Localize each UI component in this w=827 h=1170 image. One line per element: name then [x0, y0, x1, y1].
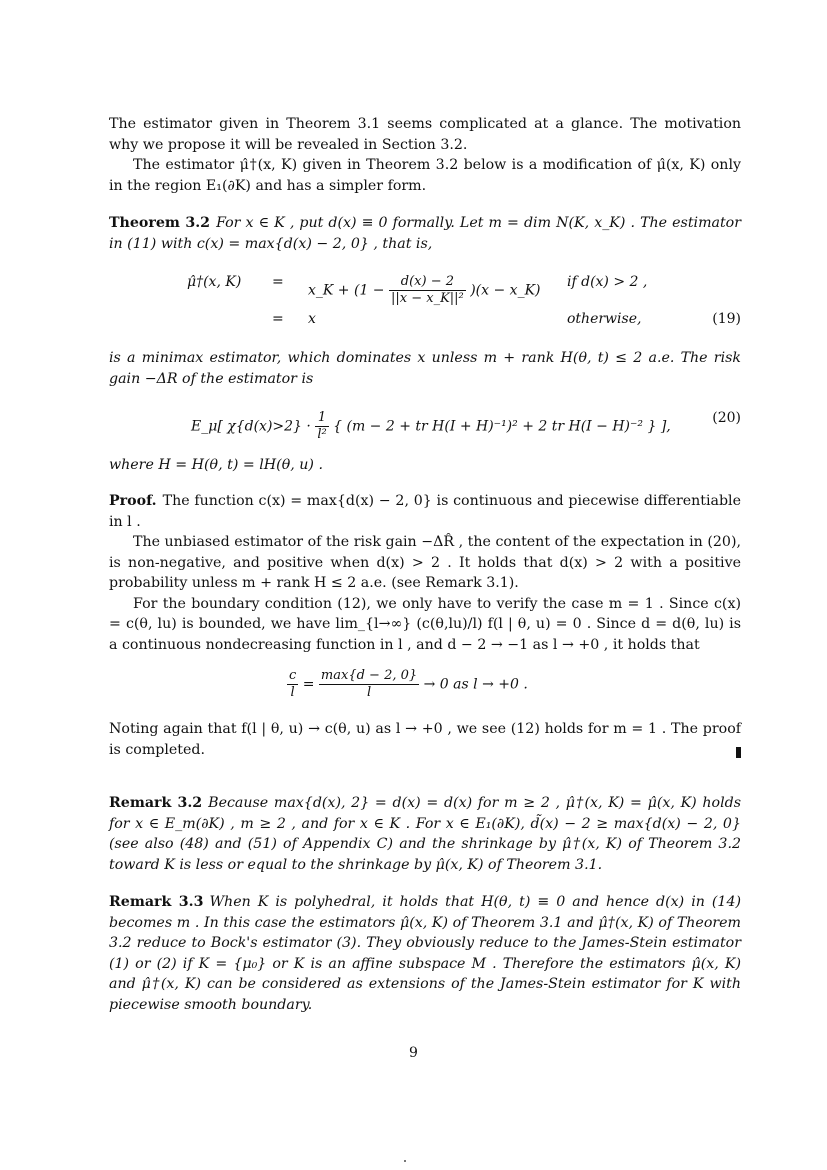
proof-equation	[109, 666, 741, 706]
equation-20	[109, 406, 741, 442]
remark-3-2	[109, 793, 741, 875]
intro-paragraph-2: The estimator μ̂†(x, K) given in Theorem 3.2 below is a modification of μ̂(x, K) only in the region E₁(∂K) and has a simpler form.	[109, 157, 741, 194]
page-number: 9	[409, 1045, 418, 1061]
where-clause	[109, 455, 741, 476]
theorem-3-2	[109, 213, 741, 254]
eq19-rhs-post: )(x − x_K)	[470, 282, 541, 299]
proof-heading: Proof.	[109, 493, 157, 509]
eq19-rhs-pre: x_K + (1 −	[308, 282, 385, 299]
proof-eq-rhs-den: l	[366, 685, 372, 700]
eq19-condition-1: if d(x) > 2 ,	[567, 274, 648, 290]
remark-3-2-text: Because max{d(x), 2} = d(x) = d(x) for m ≥ 2 , μ̂†(x, K) = μ̂(x, K) holds for x ∈ E_m(∂K) , m ≥ 2 , and for x ∈ K . For x ∈ E₁(∂K), d̃(x) − 2 ≥ max{d(x) − 2, 0} (see also (48) and (51) of Appendix C) and the shrinkage by μ̂†(x, K) of Theorem 3.2 toward K is less or equal to the shrinkage by μ̂(x, K) of Theorem 3.1.	[109, 795, 741, 873]
remark-3-2-heading: Remark 3.2	[109, 795, 203, 811]
proof-paragraph-2: The unbiased estimator of the risk gain −ΔR̂ , the content of the expectation in (20), is non-negative, and positive when d(x) > 2 . It holds that d(x) > 2 with a positive probability unless m + rank H ≤ 2 a.e. (see Remark 3.1).	[109, 534, 741, 591]
theorem-statement: For x ∈ K , put d(x) ≡ 0 formally. Let m = dim N(K, x_K) . The estimator in (11) with c(x) = max{d(x) − 2, 0} , that is,	[109, 215, 741, 252]
eq19-condition-2: otherwise,	[567, 311, 642, 327]
eq20-fraction-denominator: l²	[317, 427, 327, 442]
remark-3-3	[109, 892, 741, 1015]
proof-eq-tail: → 0 as l → +0 .	[423, 676, 528, 693]
eq19-equals: =	[272, 274, 284, 290]
eq19-fraction-denominator: ||x − x_K||²	[391, 291, 464, 306]
proof-eq-lhs-fraction	[287, 668, 298, 701]
proof-section	[109, 491, 741, 655]
proof-eq-rhs-fraction	[319, 668, 419, 701]
intro-section	[109, 114, 741, 196]
eq19-fraction	[389, 274, 466, 307]
eq20-pre: E_μ[ χ{d(x)>2} ·	[191, 418, 311, 435]
where-line: where H = H(θ, t) = lH(θ, u) .	[109, 457, 323, 473]
eq20-fraction	[315, 410, 328, 443]
eq20-post: { (m − 2 + tr H(I + H)⁻¹)² + 2 tr H(I − H)⁻² } ],	[333, 418, 671, 435]
intro-paragraph-1: The estimator given in Theorem 3.1 seems complicated at a glance. The motivation why we propose it will be revealed in Section 3.2.	[109, 116, 741, 153]
eq20-fraction-numerator: 1	[315, 410, 328, 427]
remark-3-3-text: When K is polyhedral, it holds that H(θ, t) ≡ 0 and hence d(x) in (14) becomes m . In this case the estimators μ̂(x, K) of Theorem 3.1 and μ̂†(x, K) of Theorem 3.2 reduce to Bock's estimator (3). They obviously reduce to the James-Stein estimator (1) or (2) if K = {μ₀} or K is an affine subspace M . Therefore the estimators μ̂(x, K) and μ̂†(x, K) can be considered as extensions of the James-Stein estimator for K with piecewise smooth boundary.	[109, 894, 742, 1013]
scan-speck	[404, 1160, 406, 1162]
eq19-fraction-numerator: d(x) − 2	[389, 274, 466, 291]
theorem-continuation	[109, 348, 741, 389]
eq20-tag: (20)	[712, 410, 741, 426]
proof-eq-lhs-num: c	[289, 668, 297, 683]
eq19-rhs-1	[308, 274, 541, 307]
theorem-risk-gain-text: is a minimax estimator, which dominates x unless m + rank H(θ, t) ≤ 2 a.e. The risk gain −ΔR of the estimator is	[109, 350, 741, 387]
eq19-lhs: μ̂†(x, K)	[187, 274, 242, 290]
remark-3-3-heading: Remark 3.3	[109, 894, 204, 910]
qed-box-icon	[736, 747, 741, 758]
eq19-equals-2: =	[272, 311, 284, 327]
proof-conclusion	[109, 719, 741, 760]
proof-paragraph-1: The function c(x) = max{d(x) − 2, 0} is continuous and piecewise differentiable in l .	[109, 493, 741, 530]
eq19-tag: (19)	[712, 311, 741, 327]
proof-paragraph-3: For the boundary condition (12), we only have to verify the case m = 1 . Since c(x) = c(θ, lu) is bounded, we have lim_{l→∞} (c(θ,lu)/l) f(l | θ, u) = 0 . Since d = d(θ, lu) is a continuous nondecreasing function in l , and d − 2 → −1 as l → +0 , it holds that	[109, 595, 741, 653]
proof-eq-lhs-den: l	[290, 685, 295, 700]
proof-eq-equals: =	[302, 676, 315, 693]
eq19-rhs-2: x	[308, 311, 316, 327]
eq20-body	[191, 410, 671, 443]
equation-19-row-1	[109, 270, 741, 306]
theorem-heading: Theorem 3.2	[109, 215, 211, 231]
proof-eq-body	[287, 668, 528, 701]
equation-19-row-2	[109, 307, 741, 337]
proof-paragraph-4: Noting again that f(l | θ, u) → c(θ, u) as l → +0 , we see (12) holds for m = 1 . The proof is completed.	[109, 721, 741, 758]
proof-eq-rhs-num: max{d − 2, 0}	[320, 668, 418, 683]
